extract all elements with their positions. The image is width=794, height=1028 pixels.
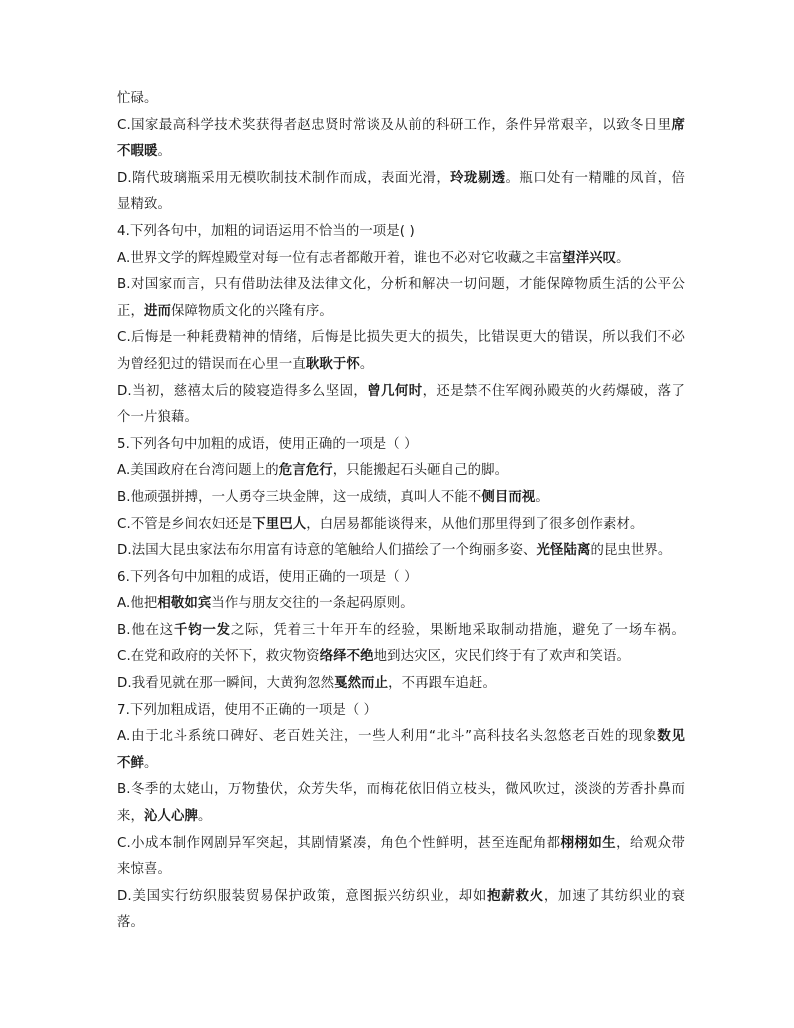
text-run: 。 [197,809,212,825]
text-line [117,352,685,379]
text-run: 当作与朋友交往的一条起码原则。 [211,596,414,612]
text-run: A.世界文学的辉煌殿堂对每一位有志者都敞开着，谁也不必对它收藏之丰富 [117,250,563,266]
text-run: D.美国实行纺织服装贸易保护政策，意图振兴纺织业，却如 [117,888,488,904]
text-line [117,671,685,698]
text-line [117,139,685,166]
text-run: 之际，凭着三十年开车的经验，果断地采取制动措施，避免了一场车祸。 [230,622,685,638]
text-run: ，白居易都能谈得来，从他们那里得到了很多创作素材。 [306,516,644,532]
text-line [117,113,685,140]
text-line [117,325,685,352]
bold-phrase: 千钧一发 [174,622,231,638]
text-line [117,565,685,592]
text-line [117,538,685,565]
text-run: 保障物质文化的兴隆有序。 [170,303,333,319]
text-line [117,777,685,804]
text-run: 落。 [117,915,144,931]
text-run: D.法国大昆虫家法布尔用富有诗意的笔触给人们描绘了一个绚丽多姿、 [117,543,537,559]
text-run: ，只能搬起石头砸自己的脚。 [332,463,509,479]
text-run: ，加速了其纺织业的衰 [543,888,686,904]
bold-phrase: 光怪陆离 [536,543,591,559]
text-run: A.美国政府在台湾问题上的 [117,463,279,479]
text-line [117,724,685,751]
text-run: C.国家最高科学技术奖获得者赵忠贤时常谈及从前的科研工作，条件异常艰辛，以致冬日里 [117,117,672,133]
text-line [117,804,685,831]
text-run: C.在党和政府的关怀下，救灾物资 [117,649,320,665]
text-run: 6.下列各句中加粗的成语，使用正确的一项是（ ） [117,569,418,585]
text-run: ，不再跟车追赶。 [388,676,497,692]
text-run: 正， [117,303,144,319]
text-line [117,432,685,459]
text-line [117,751,685,778]
text-run: B.对国家而言，只有借助法律及法律文化，分析和解决一切问题，才能保障物质生活的公平公 [117,277,685,293]
text-line [117,166,685,193]
document-body [117,86,685,937]
text-run: 。 [535,489,549,505]
text-line [117,884,685,911]
text-line [117,618,685,645]
text-run: 忙碌。 [117,91,158,106]
text-line [117,246,685,273]
text-run: 个一片狼藉。 [117,410,198,426]
text-run: 。 [616,250,630,266]
bold-phrase: 不暇暖 [117,144,158,160]
text-line [117,405,685,432]
text-run: 来， [117,809,144,825]
text-run: B.他在这 [117,622,175,638]
text-run: ，还是禁不住军阀孙殿英的火药爆破，落了 [422,383,685,399]
text-run: 7.下列加粗成语，使用不正确的一项是（ ） [117,702,378,718]
text-run: D.隋代玻璃瓶采用无模吹制技术制作而成，表面光滑， [117,170,451,186]
text-line [117,910,685,937]
bold-phrase: 望洋兴叹 [562,250,617,266]
bold-phrase: 玲珑剔透 [450,170,506,186]
bold-phrase: 络绎不绝 [319,649,374,665]
text-run: 4.下列各句中，加粗的词语运用不恰当的一项是( ) [117,223,415,239]
text-run: A.由于北斗系统口碑好、老百姓关注，一些人利用“北斗”高科技名头忽悠老百姓的现象 [117,729,658,745]
text-run: 。 [157,144,171,160]
bold-phrase: 抱薪救火 [487,888,544,904]
text-run: C.不管是乡间农妇还是 [117,516,253,532]
text-run: 的昆虫世界。 [590,543,672,559]
bold-phrase: 侧目而视 [481,489,536,505]
text-run: 。 [359,356,374,372]
text-run: B.冬季的太姥山，万物蛰伏，众芳失华，而梅花依旧俏立枝头，微风吹过，淡淡的芳香扑鼻而 [117,782,685,798]
text-run: D.我看见就在那一瞬间，大黄狗忽然 [117,676,335,692]
text-line [117,831,685,858]
bold-phrase: 耿耿于怀 [305,356,360,372]
text-run: 显精致。 [117,197,171,213]
text-run: C.小成本制作网剧异军突起，其剧情紧凑，角色个性鲜明，甚至连配角都 [117,835,561,851]
bold-phrase: 栩栩如生 [560,835,617,851]
bold-phrase: 进而 [143,303,171,319]
text-line [117,458,685,485]
text-line [117,485,685,512]
text-line [117,379,685,406]
text-run: ，给观众带 [616,835,686,851]
text-line [117,857,685,884]
bold-phrase: 沁人心脾 [143,809,198,825]
text-line [117,192,685,219]
text-run: 5.下列各句中加粗的成语，使用正确的一项是（ ） [117,436,418,452]
text-run: A.他把 [117,596,158,612]
text-run: 为曾经犯过的错误而在心里一直 [117,356,306,372]
text-line [117,86,685,113]
text-line [117,512,685,539]
bold-phrase: 相敬如宾 [157,596,212,612]
text-line [117,219,685,246]
bold-phrase: 曾几何时 [367,383,423,399]
text-line [117,299,685,326]
bold-phrase: 席 [671,117,685,133]
text-line [117,272,685,299]
text-line [117,644,685,671]
text-run: B.他顽强拼搏，一人勇夺三块金牌，这一成绩，真叫人不能不 [117,489,482,505]
bold-phrase: 不鲜 [117,755,144,771]
bold-phrase: 下里巴人 [252,516,307,532]
text-run: 地到达灾区，灾民们终于有了欢声和笑语。 [373,649,630,665]
text-line [117,698,685,725]
bold-phrase: 戛然而止 [334,676,389,692]
text-run: D.当初，慈禧太后的陵寝造得多么坚固， [117,383,368,399]
text-run: C.后悔是一种耗费精神的情绪，后悔是比损失更大的损失，比错误更大的错误，所以我们不必 [117,330,685,346]
bold-phrase: 数见 [657,729,685,745]
bold-phrase: 危言危行 [278,463,333,479]
text-run: 来惊喜。 [117,862,171,878]
text-line [117,591,685,618]
text-run: 。瓶口处有一精雕的凤首，倍 [505,170,685,186]
text-run: 。 [143,755,158,771]
